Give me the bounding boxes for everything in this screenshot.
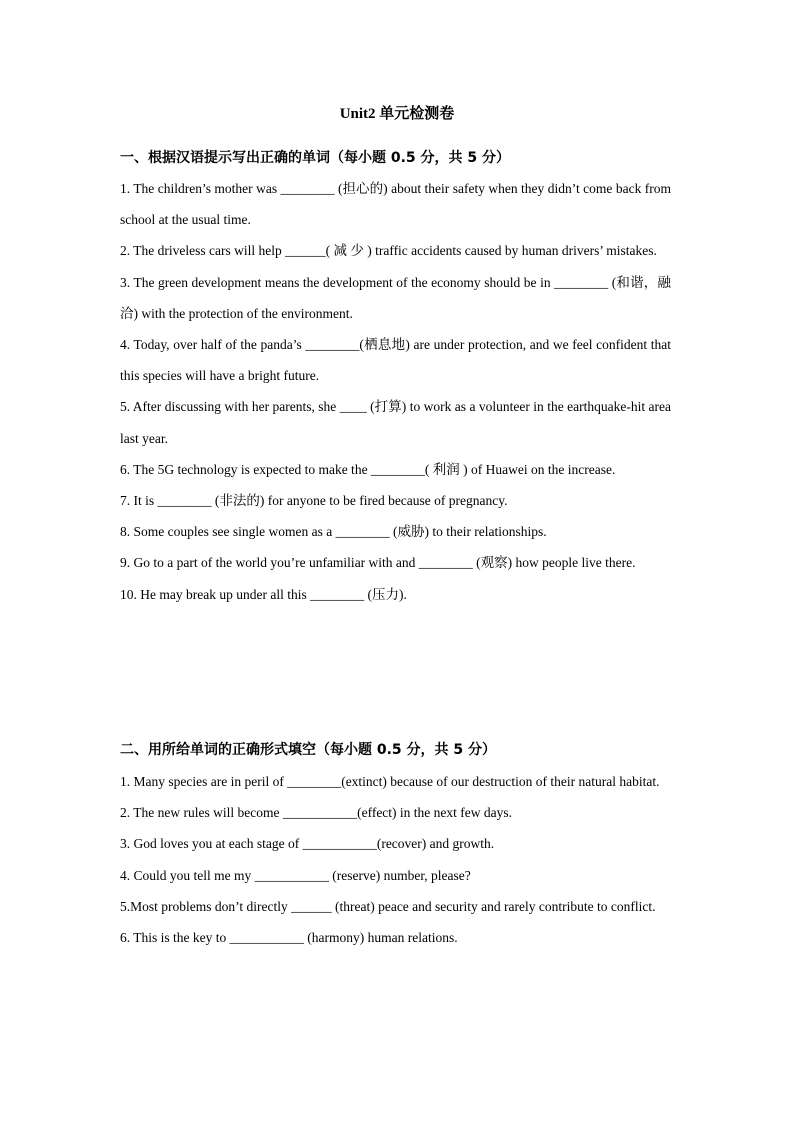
question-1-5: 5. After discussing with her parents, she ____ (打算) to work as a volunteer in the earthquake-hit area last year. — [120, 399, 671, 446]
section-1-heading: 一、根据汉语提示写出正确的单词（每小题 0.5 分，共 5 分） — [120, 150, 511, 166]
question-2-2: 2. The new rules will become ___________(effect) in the next few days. — [120, 805, 513, 821]
section-2-questions — [120, 766, 671, 953]
question-1-3: 3. The green development means the development of the economy should be in ________ (和谐，融洽) with the protection of the environment. — [120, 274, 671, 321]
question-2-1: 1. Many species are in peril of ________(extinct) because of our destruction of their natural habitat. — [120, 774, 660, 789]
question-1-9: 9. Go to a part of the world you’re unfamiliar with and ________ (观察) how people live there. — [120, 555, 636, 571]
question-1-2: 2. The driveless cars will help ______( 减 少 ) traffic accidents caused by human drivers’ mistakes. — [120, 243, 657, 259]
section-2-heading: 二、用所给单词的正确形式填空（每小题 0.5 分，共 5 分） — [120, 742, 497, 758]
question-1-6: 6. The 5G technology is expected to make the ________( 利润 ) of Huawei on the increase. — [120, 461, 616, 477]
question-1-1: 1. The children’s mother was ________ (担心的) about their safety when they didn’t come back from school at the usual time. — [120, 181, 671, 228]
page-title: Unit2 单元检测卷 — [339, 106, 455, 122]
question-1-4: 4. Today, over half of the panda’s ________(栖息地) are under protection, and we feel confident that this species will have a bright future. — [120, 337, 671, 384]
question-2-5: 5.Most problems don’t directly ______ (threat) peace and security and rarely contribute to conflict. — [120, 898, 656, 914]
question-1-10: 10. He may break up under all this ________ (压力). — [120, 586, 407, 602]
question-1-8: 8. Some couples see single women as a ________ (威胁) to their relationships. — [120, 524, 547, 540]
question-2-4: 4. Could you tell me my ___________ (reserve) number, please? — [120, 867, 471, 883]
question-2-3: 3. God loves you at each stage of ___________(recover) and growth. — [120, 836, 495, 852]
question-1-7: 7. It is ________ (非法的) for anyone to be fired because of pregnancy. — [120, 493, 508, 509]
question-2-6: 6. This is the key to ___________ (harmony) human relations. — [120, 930, 458, 946]
section-1-questions — [120, 173, 671, 610]
